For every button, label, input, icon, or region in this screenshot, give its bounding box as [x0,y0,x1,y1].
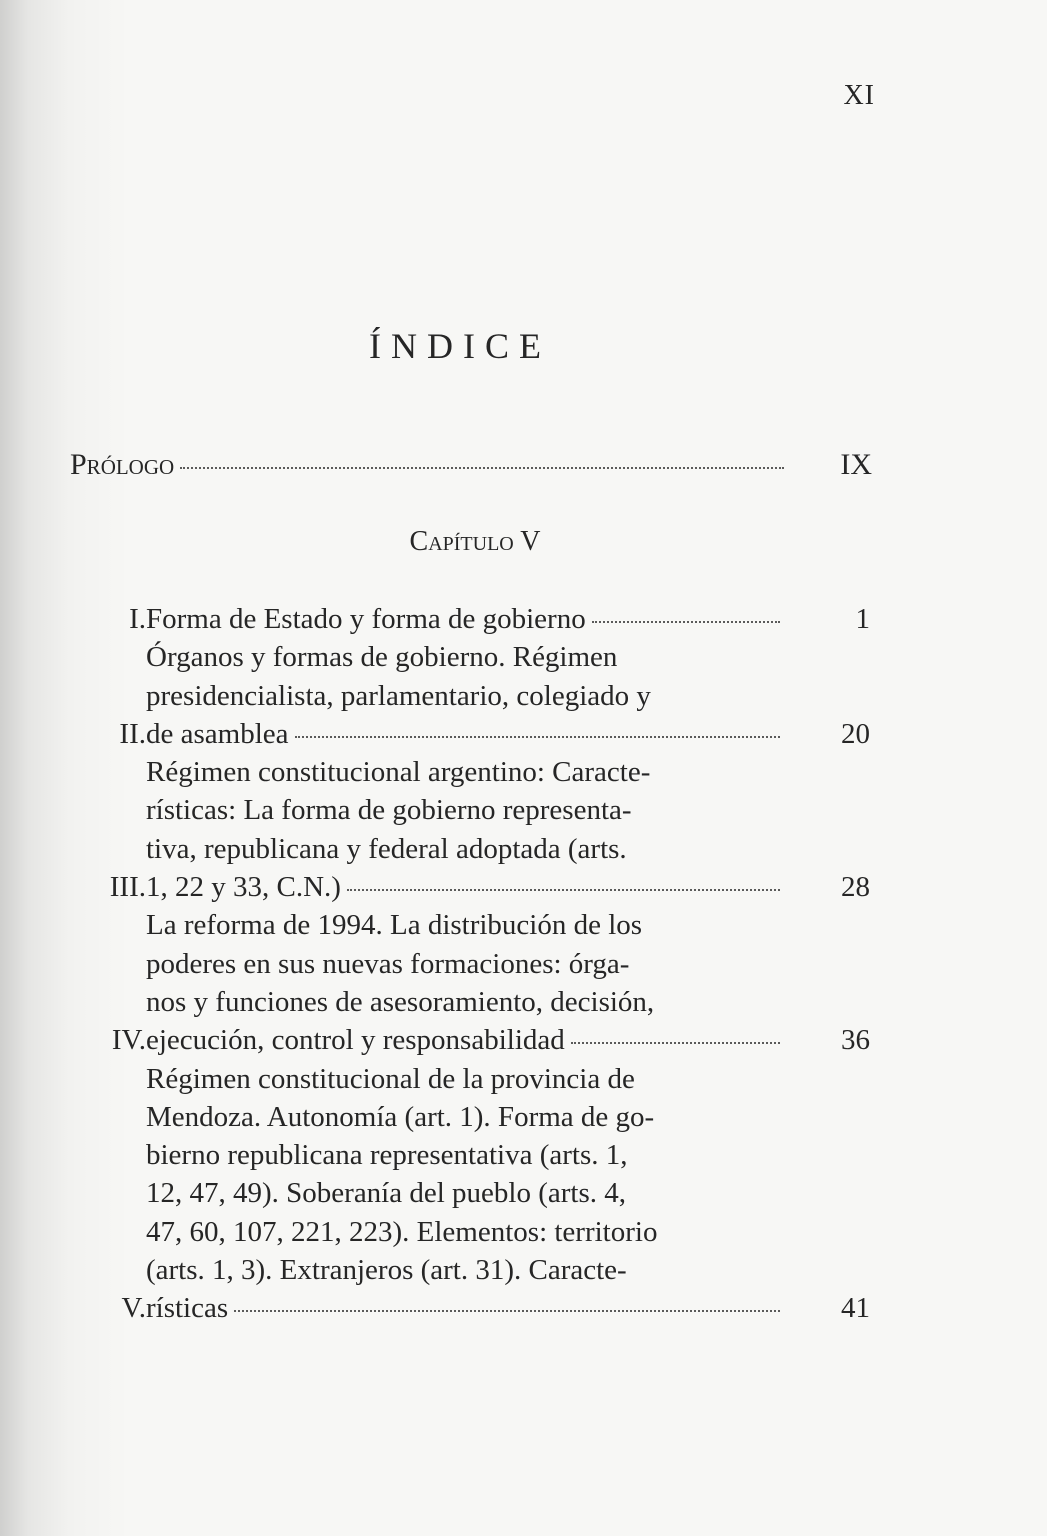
entry-title-line [146,868,788,906]
entry-title-text: (arts. 1, 3). Extranjeros (art. 31). Caracte- [146,1254,627,1287]
entry-title-text: Forma de Estado y forma de gobierno [146,603,586,635]
entry-page-number: 28 [841,871,870,904]
toc-entry[interactable] [70,906,872,1059]
prologue-page-number: IX [840,448,872,481]
entry-number: IV. [111,1024,146,1057]
entry-title [146,600,788,638]
prologue-label: Prólogo [70,448,175,481]
entry-page-number: 1 [855,603,870,635]
entry-title-text: 1, 22 y 33, C.N.) [146,871,341,904]
toc-entry[interactable] [70,600,872,638]
entry-page-number: 36 [841,1024,870,1057]
entry-title-text: ejecución, control y responsabilidad [146,1024,565,1057]
entry-title-line [146,791,788,829]
entry-title-line [146,1136,788,1174]
entry-title-line [146,1251,788,1289]
dot-leader [592,621,780,623]
entry-title-text: nos y funciones de asesoramiento, decisión, [146,985,655,1018]
chapter-label: Capítulo [409,526,514,557]
entry-title [146,906,788,1059]
entry-title-text: presidencialista, parlamentario, colegiado y [146,679,651,712]
entry-title-text: Órganos y formas de gobierno. Régimen [146,641,618,674]
page-folio: XI [843,80,875,111]
entry-title-text: La reforma de 1994. La distribución de los [146,909,643,942]
entry-number: I. [129,603,146,635]
dot-leader [234,1310,780,1312]
entry-title-text: tiva, republicana y federal adoptada (arts. [146,832,627,865]
entry-title-line [146,1021,788,1059]
entry-title-text: Régimen constitucional argentino: Caracte- [146,756,651,789]
entry-title-line [146,1289,788,1327]
entry-title-line [146,1098,788,1136]
chapter-number: V [520,526,541,557]
entry-title-line [146,753,788,791]
entry-page-number: 41 [841,1292,870,1325]
entry-title-text: Mendoza. Autonomía (art. 1). Forma de go- [146,1100,655,1133]
entry-title-line [146,1060,788,1098]
entry-page-number: 20 [841,717,870,750]
prologue-entry[interactable] [70,448,872,492]
chapter-heading [300,526,650,558]
entry-title-line [146,983,788,1021]
entry-title-text: de asamblea [146,717,289,750]
index-title: ÍNDICE [369,326,551,366]
entry-title [146,1060,788,1328]
entry-title [146,638,788,753]
entry-title-line [146,715,788,753]
entry-title-line [146,1174,788,1212]
toc-entry[interactable] [70,1060,872,1328]
entry-title-line [146,677,788,715]
entry-title-text: bierno republicana representativa (arts. 1, [146,1139,628,1172]
entry-title-text: 47, 60, 107, 221, 223). Elementos: territorio [146,1215,658,1248]
toc-entry[interactable] [70,753,872,906]
entry-title-line [146,945,788,983]
entry-title-line [146,638,788,676]
dot-leader [180,467,784,469]
entry-number: II. [119,717,146,750]
entry-title-line [146,1213,788,1251]
entry-title-text: 12, 47, 49). Soberanía del pueblo (arts. 4, [146,1177,627,1210]
entry-title-line [146,830,788,868]
toc-entry[interactable] [70,638,872,753]
entry-title [146,753,788,906]
dot-leader [571,1042,780,1044]
toc-entry-list [70,600,872,1328]
entry-title-text: poderes en sus nuevas formaciones: órga- [146,947,630,980]
entry-title-text: rísticas [146,1292,229,1325]
entry-number: V. [121,1292,146,1325]
dot-leader [347,889,780,891]
entry-number: III. [109,871,146,904]
entry-title-line [146,906,788,944]
entry-title-text: rísticas: La forma de gobierno representa- [146,794,632,827]
entry-title-text: Régimen constitucional de la provincia de [146,1062,635,1095]
entry-title-line [146,600,788,638]
dot-leader [295,736,780,738]
